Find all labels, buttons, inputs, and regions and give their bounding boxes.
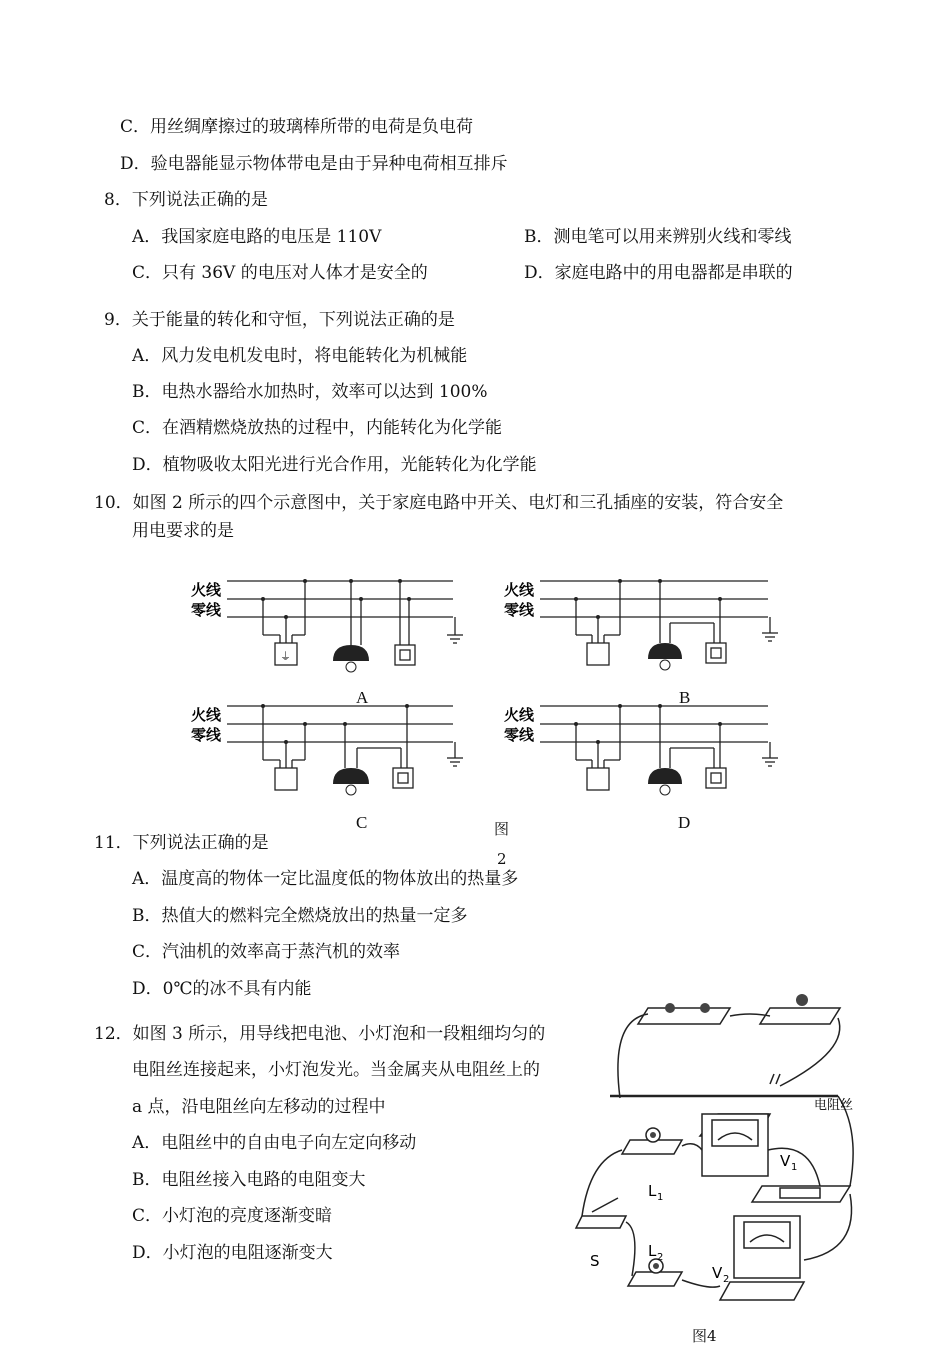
fig2-diagram-b bbox=[500, 575, 810, 675]
q12-stem-line1: 12．如图 3 所示，用导线把电池、小灯泡和一段粗细均匀的 bbox=[94, 1024, 546, 1044]
q8-option-d: D．家庭电路中的用电器都是串联的 bbox=[524, 263, 793, 283]
l1-subscript: 1 bbox=[657, 1192, 664, 1203]
v2-subscript: 2 bbox=[723, 1274, 730, 1285]
q11-option-a: A．温度高的物体一定比温度低的物体放出的热量多 bbox=[132, 869, 519, 889]
diagram-a-label: A bbox=[356, 688, 369, 707]
q11-option-b: B．热值大的燃料完全燃烧放出的热量一定多 bbox=[132, 906, 468, 926]
q9-option-a: A．风力发电机发电时，将电能转化为机械能 bbox=[132, 346, 468, 366]
fig4-caption: 图4 bbox=[692, 1327, 717, 1345]
fig2-diagram-a bbox=[185, 575, 475, 675]
v1-label: V bbox=[780, 1152, 791, 1170]
svg-text:⏚: ⏚ bbox=[280, 650, 291, 663]
neutral-wire-label: 零线 bbox=[191, 601, 222, 619]
q11-stem: 11．下列说法正确的是 bbox=[94, 833, 269, 853]
q12-stem-line3: a 点，沿电阻丝向左移动的过程中 bbox=[132, 1097, 386, 1117]
v1-subscript: 1 bbox=[791, 1162, 798, 1173]
diagram-b-label: B bbox=[679, 688, 691, 707]
diagram-c-label: C bbox=[356, 813, 368, 832]
fig2-caption-num: 2 bbox=[497, 850, 507, 868]
q11-option-c: C．汽油机的效率高于蒸汽机的效率 bbox=[132, 942, 401, 962]
q11-option-d: D．0℃的冰不具有内能 bbox=[132, 979, 312, 999]
resistance-wire-label: 电阻丝 bbox=[814, 1098, 854, 1113]
q12-option-d: D．小灯泡的电阻逐渐变大 bbox=[132, 1243, 333, 1263]
q8-option-b: B．测电笔可以用来辨别火线和零线 bbox=[524, 227, 792, 247]
fig2-diagram-c bbox=[185, 700, 475, 800]
q8-option-c: C．只有 36V 的电压对人体才是安全的 bbox=[132, 263, 428, 283]
fig2-diagram-d bbox=[500, 700, 810, 800]
q10-stem-line1: 10．如图 2 所示的四个示意图中，关于家庭电路中开关、电灯和三孔插座的安装，符合安全 bbox=[94, 493, 784, 513]
fire-wire-label: 火线 bbox=[191, 706, 222, 724]
q9-option-b: B．电热水器给水加热时，效率可以达到 100% bbox=[132, 382, 488, 402]
switch-label: S bbox=[590, 1252, 600, 1270]
fig2-caption-char: 图 bbox=[494, 820, 510, 838]
q10-stem-line2: 用电要求的是 bbox=[132, 521, 234, 541]
q7-option-d: D．验电器能显示物体带电是由于异种电荷相互排斥 bbox=[120, 154, 508, 174]
neutral-wire-label: 零线 bbox=[504, 601, 535, 619]
fire-wire-label: 火线 bbox=[504, 706, 535, 724]
q9-stem: 9．关于能量的转化和守恒，下列说法正确的是 bbox=[104, 310, 455, 330]
fire-wire-label: 火线 bbox=[504, 581, 535, 599]
neutral-wire-label: 零线 bbox=[504, 726, 535, 744]
q9-option-c: C．在酒精燃烧放热的过程中，内能转化为化学能 bbox=[132, 418, 503, 438]
q12-option-b: B．电阻丝接入电路的电阻变大 bbox=[132, 1170, 366, 1190]
l1-label: L bbox=[648, 1182, 657, 1200]
fig4-circuit-illustration bbox=[570, 990, 870, 1320]
q12-option-c: C．小灯泡的亮度逐渐变暗 bbox=[132, 1206, 333, 1226]
q7-option-c: C．用丝绸摩擦过的玻璃棒所带的电荷是负电荷 bbox=[120, 117, 474, 137]
q8-stem: 8．下列说法正确的是 bbox=[104, 190, 268, 210]
fire-wire-label: 火线 bbox=[191, 581, 222, 599]
v2-label: V bbox=[712, 1264, 723, 1282]
q12-stem-line2: 电阻丝连接起来，小灯泡发光。当金属夹从电阻丝上的 bbox=[132, 1060, 540, 1080]
q12-option-a: A．电阻丝中的自由电子向左定向移动 bbox=[132, 1133, 417, 1153]
diagram-d-label: D bbox=[678, 813, 691, 832]
neutral-wire-label: 零线 bbox=[191, 726, 222, 744]
q9-option-d: D．植物吸收太阳光进行光合作用，光能转化为化学能 bbox=[132, 455, 537, 475]
l2-subscript: 2 bbox=[657, 1252, 664, 1263]
q8-option-a: A．我国家庭电路的电压是 110V bbox=[132, 227, 382, 247]
l2-label: L bbox=[648, 1242, 657, 1260]
